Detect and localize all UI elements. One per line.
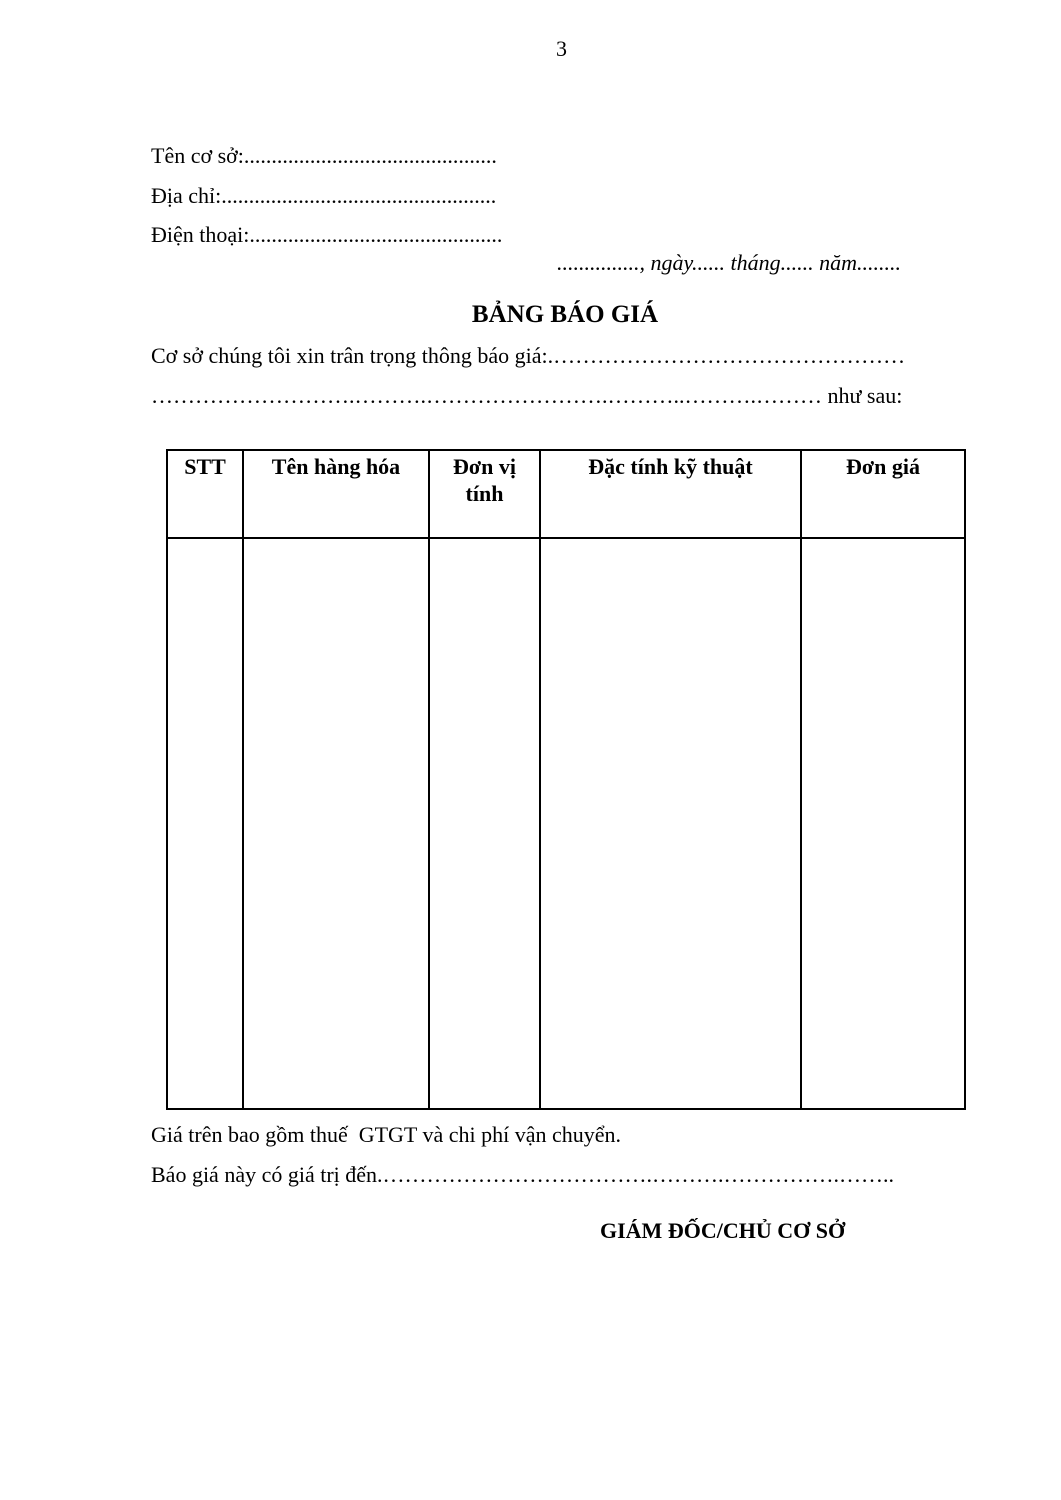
page-number: 3 [556, 36, 567, 61]
header-ten-hang-hoa: Tên hàng hóa [243, 450, 429, 538]
dien-thoai-field: Điện thoại:.............................................. [151, 222, 503, 247]
note-validity: Báo giá này có giá trị đến.……………………………….……….…………….…….. [151, 1162, 895, 1187]
price-quote-table [166, 449, 966, 1110]
signature-title: GIÁM ĐỐC/CHỦ CƠ SỞ [600, 1218, 846, 1243]
intro-line-2: ……………………….……….…………………….………..……….……… như sau: [151, 383, 903, 408]
header-dac-tinh-ky-thuat: Đặc tính kỹ thuật [540, 450, 801, 538]
cell-don-gia [801, 538, 965, 1109]
cell-stt [167, 538, 243, 1109]
cell-ten-hang-hoa [243, 538, 429, 1109]
cell-dac-tinh-ky-thuat [540, 538, 801, 1109]
date-line: ..............., ngày...... tháng...... năm........ [557, 250, 902, 275]
table-header-row [167, 450, 965, 538]
table-row [167, 538, 965, 1109]
cell-don-vi-tinh [429, 538, 540, 1109]
header-don-vi-tinh: Đơn vị tính [429, 450, 540, 538]
intro-line-1: Cơ sở chúng tôi xin trân trọng thông báo giá:.………………………………………… [151, 343, 906, 368]
header-stt: STT [167, 450, 243, 538]
note-tax-included: Giá trên bao gồm thuế GTGT và chi phí vận chuyển. [151, 1122, 622, 1147]
header-don-gia: Đơn giá [801, 450, 965, 538]
document-title: BẢNG BÁO GIÁ [471, 301, 659, 328]
ten-co-so-field: Tên cơ sở:.............................................. [151, 143, 497, 168]
dia-chi-field: Địa chỉ:.................................................. [151, 183, 497, 208]
